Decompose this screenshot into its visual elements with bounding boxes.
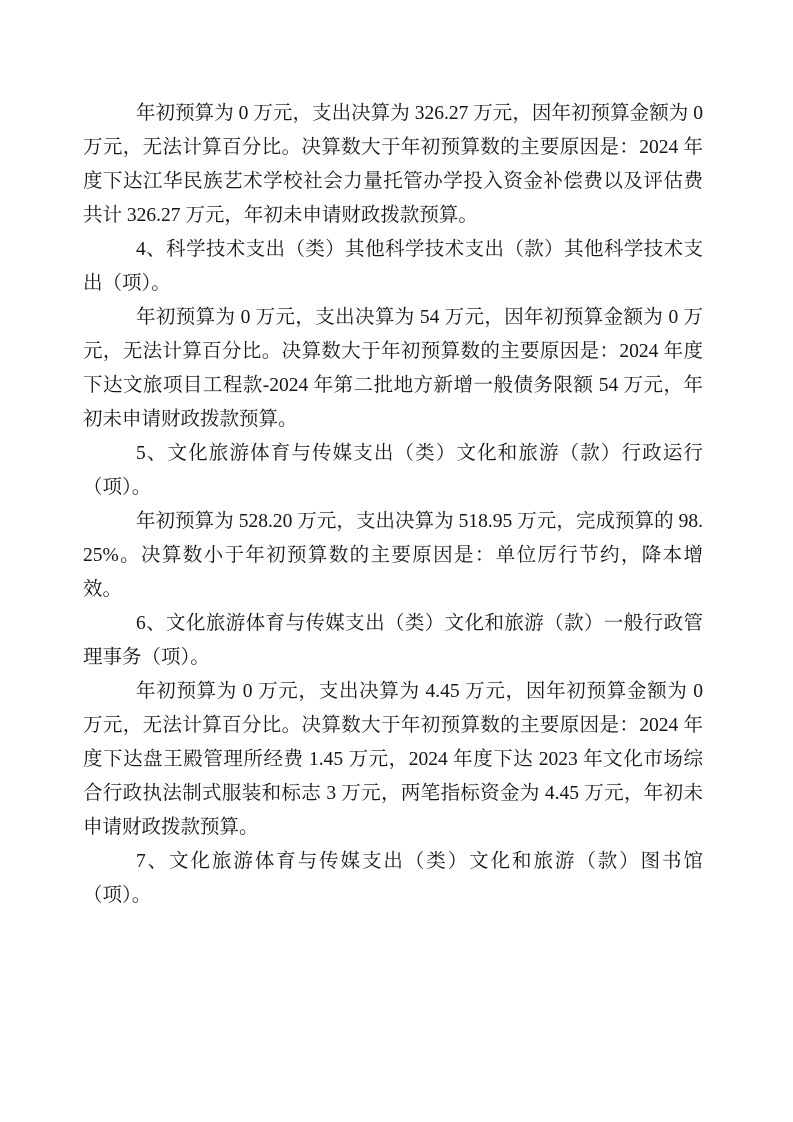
heading-item-6: 6、文化旅游体育与传媒支出（类）文化和旅游（款）一般行政管理事务（项）。 <box>83 613 703 668</box>
paragraph-item-3-budget-detail: 年初预算为 0 万元，支出决算为 326.27 万元，因年初预算金额为 0 万元，无法计算百分比。决算数大于年初预算数的主要原因是：2024 年度下达江华民族艺术学校社会力量托管办学投入资金补偿费以及评估费共计 326.27 万元，年初未申请财政拨款预算。 <box>83 103 703 226</box>
paragraph-item-5-budget-detail: 年初预算为 528.20 万元，支出决算为 518.95 万元，完成预算的 98.25%。决算数小于年初预算数的主要原因是：单位厉行节约，降本增效。 <box>83 511 703 600</box>
heading-item-7: 7、文化旅游体育与传媒支出（类）文化和旅游（款）图书馆（项）。 <box>83 851 703 906</box>
heading-item-5: 5、文化旅游体育与传媒支出（类）文化和旅游（款）行政运行（项）。 <box>83 443 703 498</box>
document-body <box>83 97 703 913</box>
paragraph-item-6-budget-detail: 年初预算为 0 万元，支出决算为 4.45 万元，因年初预算金额为 0 万元，无法计算百分比。决算数大于年初预算数的主要原因是：2024 年度下达盘王殿管理所经费 1.45 万元，2024 年度下达 2023 年文化市场综合行政执法制式服装和标志 3 万元，两笔指标资金为 4.45 万元，年初未申请财政拨款预算。 <box>83 681 703 838</box>
paragraph-item-4-budget-detail: 年初预算为 0 万元，支出决算为 54 万元，因年初预算金额为 0 万元，无法计算百分比。决算数大于年初预算数的主要原因是：2024 年度下达文旅项目工程款-2024 年第二批地方新增一般债务限额 54 万元，年初未申请财政拨款预算。 <box>83 307 703 430</box>
heading-item-4: 4、科学技术支出（类）其他科学技术支出（款）其他科学技术支出（项）。 <box>83 239 703 294</box>
